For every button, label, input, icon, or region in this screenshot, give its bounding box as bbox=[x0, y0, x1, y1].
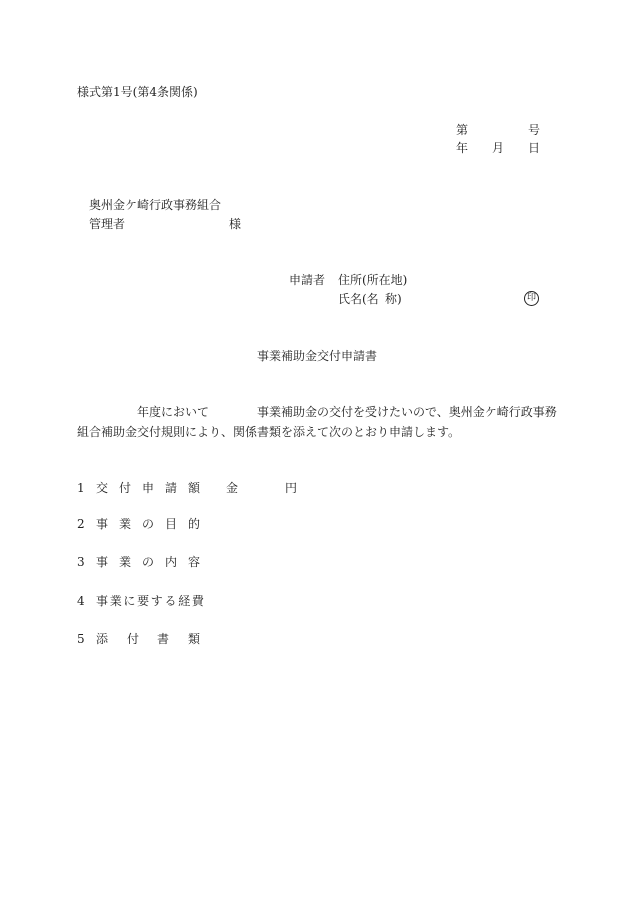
item-char: 付 bbox=[127, 632, 140, 646]
number-suffix: 号 bbox=[528, 123, 541, 137]
item-number: 5 bbox=[77, 632, 85, 646]
item-char: 交 bbox=[96, 481, 109, 495]
item-char: 添 bbox=[96, 632, 109, 646]
item-char: 目 bbox=[165, 517, 178, 531]
seal-mark: 印 bbox=[524, 291, 539, 306]
item-number: 2 bbox=[77, 517, 85, 531]
item-char: 内 bbox=[165, 555, 178, 569]
body-line-1: 事業補助金の交付を受けたいので、奥州金ケ崎行政事務 bbox=[257, 405, 557, 419]
item-text: 事業に要する経費 bbox=[96, 594, 206, 608]
applicant-address-label: 住所(所在地) bbox=[338, 273, 408, 287]
item-char: 請 bbox=[165, 481, 178, 495]
number-prefix: 第 bbox=[456, 123, 469, 137]
item-char: 事 bbox=[96, 517, 109, 531]
item-char: 業 bbox=[119, 555, 132, 569]
amount-yen: 円 bbox=[285, 481, 298, 495]
item-char: 額 bbox=[188, 481, 201, 495]
item-number: 3 bbox=[77, 555, 85, 569]
form-label: 様式第1号(第4条関係) bbox=[77, 85, 198, 99]
item-char: 容 bbox=[188, 555, 201, 569]
body-line-2: 組合補助金交付規則により、関係書類を添えて次のとおり申請します。 bbox=[77, 425, 461, 439]
item-char: 書 bbox=[157, 632, 170, 646]
applicant-name-label-end: 称) bbox=[385, 292, 402, 306]
document-title: 事業補助金交付申請書 bbox=[257, 349, 378, 363]
item-char: の bbox=[142, 517, 155, 531]
addressee-organization: 奥州金ケ崎行政事務組合 bbox=[89, 198, 222, 212]
item-char: 業 bbox=[119, 517, 132, 531]
item-char: 申 bbox=[142, 481, 155, 495]
item-char: 類 bbox=[188, 632, 201, 646]
date-day: 日 bbox=[528, 141, 541, 155]
item-char: 的 bbox=[188, 517, 201, 531]
amount-kin: 金 bbox=[226, 481, 239, 495]
applicant-name-label: 氏名(名 bbox=[338, 292, 379, 306]
body-year-phrase: 年度において bbox=[137, 405, 210, 419]
item-char: 付 bbox=[119, 481, 132, 495]
addressee-honorific: 様 bbox=[229, 217, 242, 231]
item-number: 1 bbox=[77, 481, 85, 495]
addressee-title: 管理者 bbox=[89, 217, 126, 231]
applicant-label: 申請者 bbox=[289, 273, 326, 287]
item-char: 事 bbox=[96, 555, 109, 569]
date-month: 月 bbox=[492, 141, 505, 155]
item-char: の bbox=[142, 555, 155, 569]
date-year: 年 bbox=[456, 141, 469, 155]
item-number: 4 bbox=[77, 594, 85, 608]
